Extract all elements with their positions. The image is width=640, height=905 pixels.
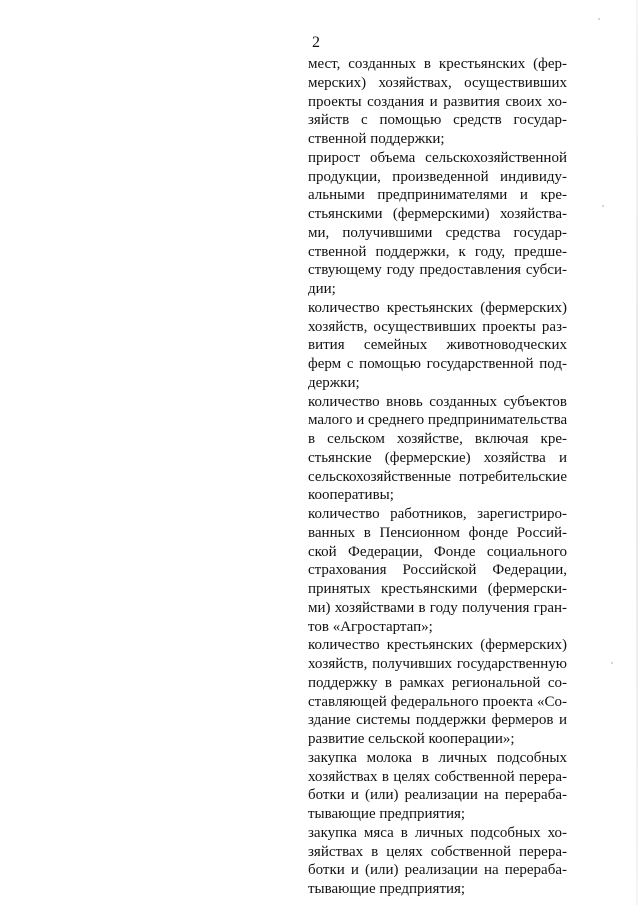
- text-line: малого и среднего предпринимательства: [308, 412, 568, 429]
- text-column: [308, 55, 567, 899]
- text-line: стьянскими (фермерскими) хозяйства-: [308, 206, 567, 222]
- text-line: хозяйствах в целях собственной перера-: [308, 768, 567, 785]
- paragraph: [308, 824, 567, 899]
- paragraph: [308, 55, 567, 149]
- text-line: зяйств с помощью средств государ-: [308, 112, 567, 129]
- text-line: ботки и (или) реализации на перераба-: [308, 862, 567, 879]
- text-line: закупка молока в личных подсобных: [308, 749, 567, 766]
- text-line: закупка мяса в личных подсобных хо-: [308, 824, 567, 841]
- text-line: количество крестьянских (фермерских): [308, 637, 567, 654]
- text-line: тывающие предприятия;: [308, 806, 466, 822]
- text-line: тывающие предприятия;: [308, 881, 466, 897]
- text-line: количество работников, зарегистриро-: [308, 506, 567, 522]
- text-line: стьянские (фермерские) хозяйства и: [308, 449, 567, 466]
- text-line: ми) хозяйствами в году получения гран-: [308, 599, 567, 616]
- text-line: хозяйств, получивших государственную: [308, 656, 567, 672]
- text-line: вития семейных животноводческих: [308, 337, 567, 354]
- paragraph: [308, 749, 567, 824]
- text-line: ственной поддержки;: [308, 131, 445, 147]
- text-line: ботки и (или) реализации на перераба-: [308, 787, 567, 804]
- scan-speck: [602, 205, 604, 207]
- text-line: ми, получившими средства государ-: [308, 224, 567, 241]
- scan-edge-shadow: [636, 0, 638, 905]
- text-line: тов «Агростартап»;: [308, 618, 433, 635]
- text-line: ствующему году предоставления субси-: [308, 262, 567, 279]
- text-line: количество крестьянских (фермерских): [308, 299, 567, 316]
- paragraph: [308, 299, 567, 393]
- text-line: дии;: [308, 281, 336, 297]
- text-line: ской Федерации, Фонде социального: [308, 543, 567, 560]
- text-line: ставляющей федерального проекта «Со-: [308, 693, 567, 710]
- text-line: здание системы поддержки фермеров и: [308, 712, 567, 729]
- paragraph: [308, 505, 567, 636]
- paragraph: [308, 636, 567, 749]
- text-line: держки;: [308, 374, 360, 391]
- text-line: альными предпринимателями и кре-: [308, 187, 567, 204]
- text-line: ственной поддержки, к году, предше-: [308, 243, 567, 260]
- text-line: мест, созданных в крестьянских (фер-: [308, 56, 567, 72]
- text-line: сельскохозяйственные потребительские: [308, 468, 567, 485]
- text-line: поддержку в рамках региональной со-: [308, 674, 567, 691]
- text-line: развитие сельской кооперации»;: [308, 731, 515, 747]
- text-line: принятых крестьянскими (фермерски-: [308, 581, 567, 597]
- paragraph: [308, 393, 567, 506]
- text-line: хозяйств, осуществивших проекты раз-: [308, 318, 567, 335]
- paragraph: [308, 149, 567, 299]
- text-line: количество вновь созданных субъектов: [308, 393, 567, 410]
- scan-speck: [598, 18, 600, 20]
- text-line: проекты создания и развития своих хо-: [308, 93, 567, 110]
- scan-speck: [611, 662, 613, 664]
- page-number: 2: [312, 34, 320, 51]
- text-line: продукции, произведенной индивиду-: [308, 168, 567, 185]
- text-line: страхования Российской Федерации,: [308, 562, 567, 579]
- text-line: ферм с помощью государственной под-: [308, 356, 567, 372]
- text-line: ванных в Пенсионном фонде Россий-: [308, 524, 567, 541]
- text-line: кооперативы;: [308, 487, 394, 504]
- text-line: в сельском хозяйстве, включая кре-: [308, 431, 567, 447]
- text-line: мерских) хозяйствах, осуществивших: [308, 74, 567, 91]
- text-line: зяйствах в целях собственной перера-: [308, 843, 567, 860]
- text-line: прирост объема сельскохозяйственной: [308, 149, 567, 166]
